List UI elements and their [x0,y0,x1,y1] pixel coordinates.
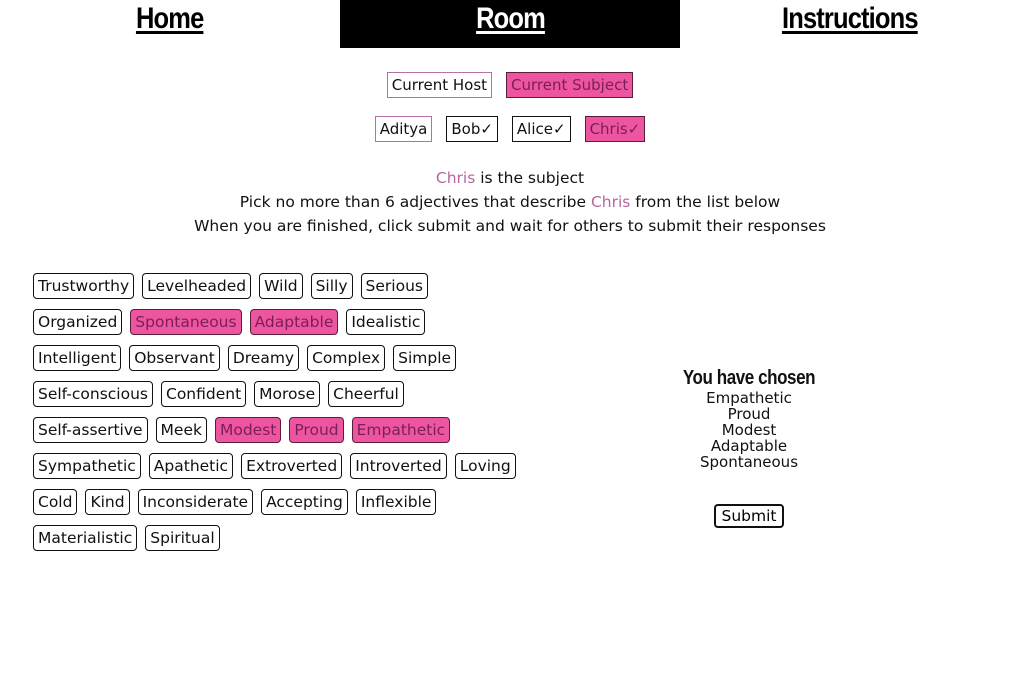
chosen-title: You have chosen [682,367,816,389]
adjective-proud[interactable]: Proud [289,417,343,443]
top-nav [0,0,1020,48]
chosen-item: Adaptable [710,437,788,455]
adjective-confident[interactable]: Confident [161,381,246,407]
adjective-morose[interactable]: Morose [254,381,320,407]
adjective-row [33,525,553,551]
adjective-row [33,381,553,407]
nav-home[interactable] [0,0,340,48]
chosen-list [648,390,850,470]
adjective-adaptable[interactable]: Adaptable [250,309,339,335]
adjective-kind[interactable]: Kind [85,489,129,515]
adjective-loving[interactable]: Loving [455,453,516,479]
adjective-row [33,273,553,299]
nav-room-label: Room [475,2,545,35]
role-legend [0,72,1020,98]
nav-instructions[interactable] [680,0,1020,48]
adjective-cold[interactable]: Cold [33,489,77,515]
nav-instructions-label: Instructions [782,2,918,35]
instructions-text [0,166,1020,238]
nav-home-label: Home [136,2,204,35]
adjective-row [33,489,553,515]
adjective-simple[interactable]: Simple [393,345,456,371]
adjective-serious[interactable]: Serious [361,273,428,299]
submit-button[interactable]: Submit [714,504,785,528]
adjective-silly[interactable]: Silly [311,273,353,299]
adjective-levelheaded[interactable]: Levelheaded [142,273,251,299]
nav-room[interactable] [340,0,680,48]
adjective-trustworthy[interactable]: Trustworthy [33,273,134,299]
adjective-sympathetic[interactable]: Sympathetic [33,453,141,479]
player-0: Aditya [375,116,433,142]
adjective-dreamy[interactable]: Dreamy [228,345,299,371]
adjective-meek[interactable]: Meek [156,417,207,443]
adjective-list [33,273,553,561]
adjective-spiritual[interactable]: Spiritual [145,525,219,551]
adjective-row [33,453,553,479]
adjective-row [33,417,553,443]
adjective-row [33,309,553,335]
adjective-accepting[interactable]: Accepting [261,489,348,515]
adjective-row [33,345,553,371]
chosen-item: Modest [721,421,777,439]
subject-name: Chris [435,169,476,187]
adjective-inflexible[interactable]: Inflexible [356,489,437,515]
adjective-self-assertive[interactable]: Self-assertive [33,417,148,443]
adjective-self-conscious[interactable]: Self-conscious [33,381,153,407]
player-list [0,116,1020,142]
current-subject-legend: Current Subject [506,72,633,98]
pick-line-pre: Pick no more than 6 adjectives that describe [239,193,591,211]
adjective-empathetic[interactable]: Empathetic [352,417,451,443]
subject-line: is the subject [475,169,585,187]
chosen-item: Proud [727,405,771,423]
pick-line-post: from the list below [630,193,781,211]
adjective-idealistic[interactable]: Idealistic [346,309,425,335]
player-2: Alice✓ [512,116,571,142]
player-1: Bob✓ [446,116,498,142]
chosen-item: Spontaneous [699,453,799,471]
adjective-wild[interactable]: Wild [259,273,302,299]
adjective-complex[interactable]: Complex [307,345,385,371]
adjective-apathetic[interactable]: Apathetic [149,453,233,479]
adjective-cheerful[interactable]: Cheerful [328,381,404,407]
chosen-panel [648,367,850,528]
adjective-materialistic[interactable]: Materialistic [33,525,137,551]
adjective-modest[interactable]: Modest [215,417,281,443]
chosen-item: Empathetic [706,389,792,407]
adjective-spontaneous[interactable]: Spontaneous [130,309,241,335]
adjective-inconsiderate[interactable]: Inconsiderate [138,489,253,515]
current-host-legend: Current Host [387,72,492,98]
adjective-introverted[interactable]: Introverted [350,453,447,479]
player-3: Chris✓ [585,116,646,142]
adjective-organized[interactable]: Organized [33,309,122,335]
submit-instructions: When you are finished, click submit and wait for others to submit their responses [194,217,826,235]
adjective-extroverted[interactable]: Extroverted [241,453,342,479]
adjective-intelligent[interactable]: Intelligent [33,345,121,371]
subject-name-2: Chris [590,193,631,211]
adjective-observant[interactable]: Observant [129,345,220,371]
